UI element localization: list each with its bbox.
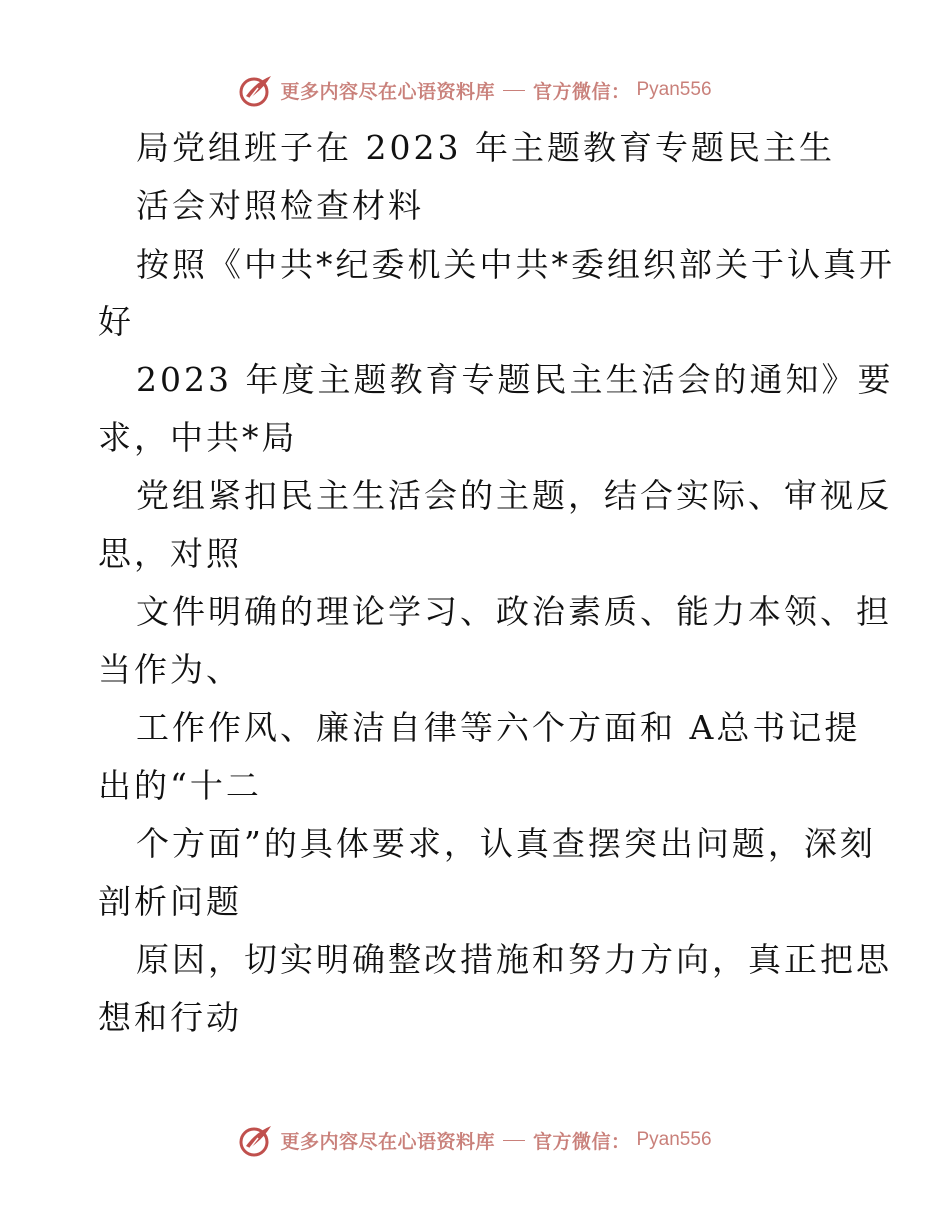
banner-dash [503,90,525,91]
quill-logo-icon [238,72,274,108]
footer-watermark-banner [0,1120,950,1160]
doc-line: 活会对照检查材料 [136,186,424,225]
doc-line: 局党组班子在 2023 年主题教育专题民主生 [136,128,835,167]
banner-content [238,1122,711,1158]
doc-line: 个方面”的具体要求，认真查摆突出问题，深刻 [136,824,876,863]
doc-line: 剖析问题 [98,882,242,921]
doc-line: 文件明确的理论学习、政治素质、能力本领、担 [136,592,892,631]
banner-dash [503,1140,525,1141]
banner-site-text: 更多内容尽在心语资料库 [280,1130,495,1153]
doc-line: 当作为、 [98,650,242,689]
banner-site-text: 更多内容尽在心语资料库 [280,80,495,103]
doc-line: 思，对照 [98,534,242,573]
banner-wechat-handle: Pyan556 [636,79,712,100]
doc-line: 求，中共*局 [98,418,298,457]
doc-line: 好 [98,302,134,341]
doc-line: 工作作风、廉洁自律等六个方面和 A总书记提 [136,708,861,747]
banner-wechat-label: 官方微信： [532,80,631,103]
banner-content [238,72,711,108]
doc-line: 想和行动 [98,998,242,1037]
quill-logo-icon [238,1122,274,1158]
doc-line: 2023 年度主题教育专题民主生活会的通知》要 [136,360,894,399]
doc-line: 原因，切实明确整改措施和努力方向，真正把思 [136,940,892,979]
banner-wechat-label: 官方微信： [532,1130,631,1153]
banner-wechat-handle: Pyan556 [636,1129,712,1150]
doc-line: 出的“十二 [98,766,262,805]
doc-line: 按照《中共*纪委机关中共*委组织部关于认真开 [136,245,895,284]
doc-line: 党组紧扣民主生活会的主题，结合实际、审视反 [136,476,892,515]
header-watermark-banner [0,70,950,110]
